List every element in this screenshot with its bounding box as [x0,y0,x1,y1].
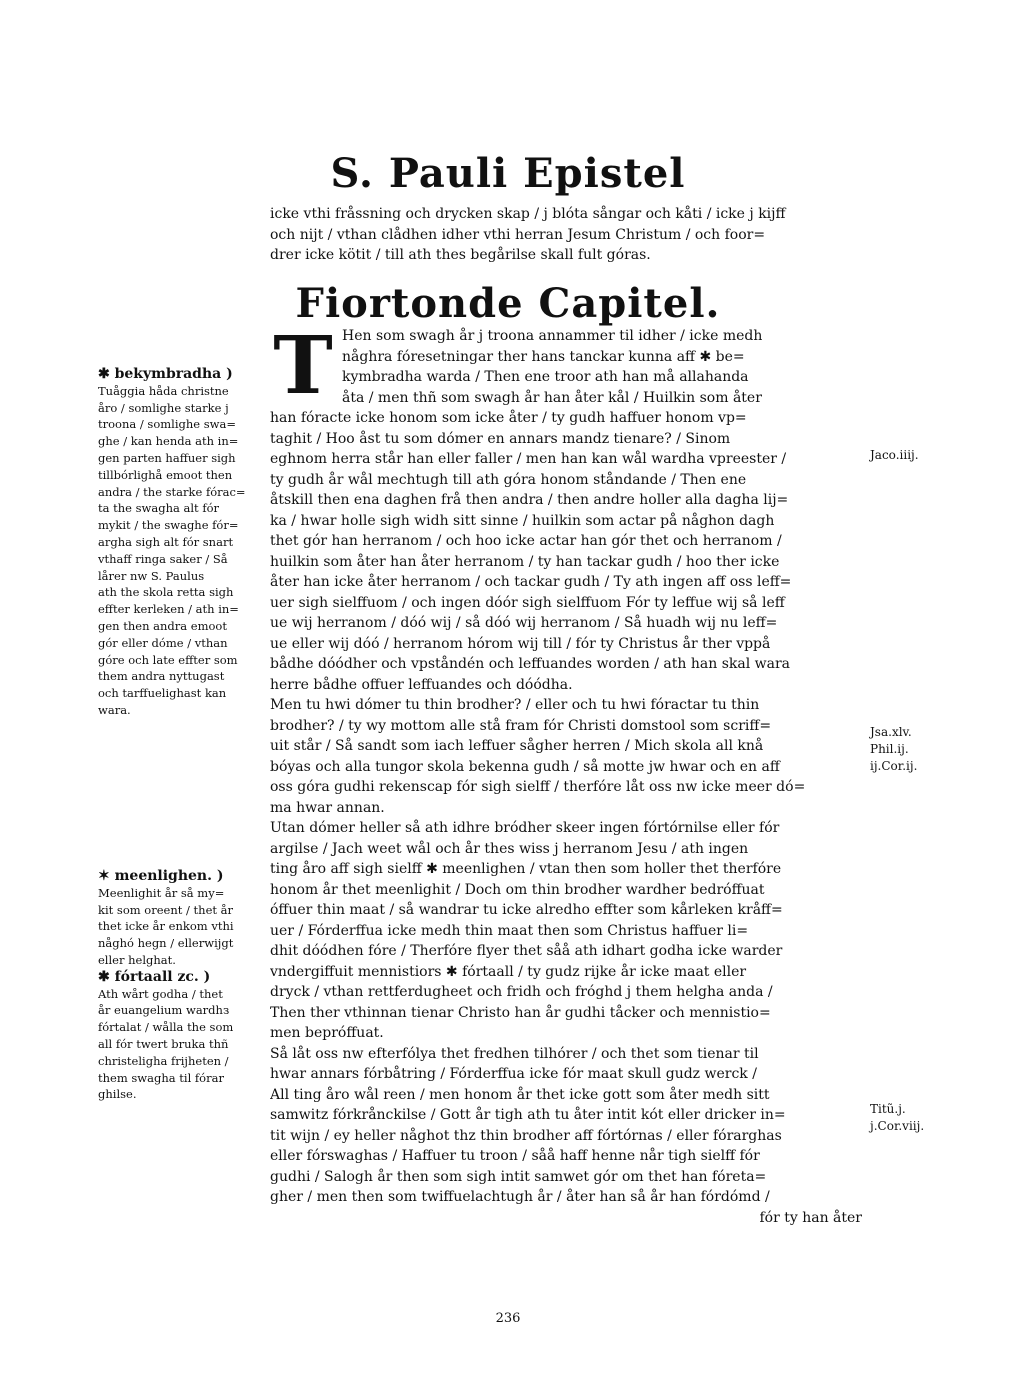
text-line: thet gór han herranom / och hoo icke actar han gór thet och herranom / [270,533,782,549]
text-line: argilse / Jach weet wål och år thes wiss j herranom Jesu / ath ingen [270,840,749,857]
margin-note-line: någhó hegn / ellerwijgt [98,936,234,951]
chapter-body [270,318,862,1228]
text-line: ty gudh år wål mechtugh till ath góra honom ståndande / Then ene [270,471,747,488]
text-line: åtskill then ena daghen frå then andra / then andre holler alla dagha lij= [270,492,789,508]
text-line: åter han icke åter herranom / och tackar gudh / Ty ath ingen aff oss leff= [270,574,792,590]
text-line: herre bådhe offuer leffuandes och dóódha. [270,676,573,693]
margin-note-line: Tuåggia håda christne [98,383,229,398]
margin-reference: Jsa.xlv. [870,725,912,739]
margin-note-head: ✱ bekymbradha ) [98,366,233,382]
margin-note-line: gór eller dóme / vthan [98,635,228,650]
margin-note-line: eller helghat. [98,952,176,967]
margin-note-line: vthaff ringa saker / Så [98,551,228,566]
text-line: han fóracte icke honom som icke åter / ty gudh haffuer honom vp= [270,410,747,426]
margin-note-line: ath the skola retta sigh [98,585,234,600]
margin-note-line: och tarffuelighast kan [98,686,227,701]
margin-reference: Jaco.iiij. [870,448,919,462]
text-line: dhit dóódhen fóre / Therfóre flyer thet såå ath idhart godha icke warder [270,943,783,959]
text-line: vndergiffuit mennistiors ✱ fórtaall / ty gudz rijke år icke maat eller [270,963,747,980]
margin-note-line: gen then andra emoot [98,618,227,633]
catchword-line: fór ty han åter [759,1209,862,1226]
margin-note-line: ghilse. [98,1087,137,1102]
text-line: Så låt oss nw efterfólya thet fredhen tilhórer / och thet som tienar til [270,1045,759,1062]
margin-note-line: kit som oreent / thet år [98,902,234,917]
margin-note-line: mykit / the swaghe fór= [98,518,239,533]
margin-note-line: ghe / kan henda ath in= [98,434,239,449]
margin-note-line: andra / the starke fórac= [98,484,246,499]
margin-note-line: Ath wårt godha / thet [98,986,223,1001]
margin-note-head: ✱ fórtaall zc. ) [98,968,211,985]
text-line: bådhe dóódher och vpståndén och leffuandes worden / ath han skal wara [270,656,791,672]
margin-note-line: gen parten haffuer sigh [98,450,236,465]
running-head: S. Pauli Epistel [330,150,686,197]
text-line: Then ther vthinnan tienar Christo han år gudhi tåcker och mennistio= [270,1004,771,1021]
margin-note-line: tillbórlighå emoot then [98,467,233,482]
text-line: Hen som swagh år j troona annammer til idher / icke medh [342,328,763,344]
margin-note-line: åro / somlighe starke j [98,400,229,415]
text-line: och nijt / vthan clådhen idher vthi herran Jesum Christum / och foor= [270,226,766,243]
text-line: taghit / Hoo åst tu som dómer en annars mandz tienare? / Sinom [270,430,731,447]
text-line: ue wij herranom / dóó wij / så dóó wij herranom / Så huadh wij nu leff= [270,615,778,631]
margin-note-line: wara. [98,702,131,717]
intro-paragraph [270,204,862,266]
text-line: men bepróffuat. [270,1025,384,1041]
text-line: hwar annars fórbåtring / Fórderffua icke fór maat skull gudz werck / [270,1066,757,1082]
margin-note-meenlighen [98,868,260,1103]
text-line: bóyas och alla tungor skola bekenna gudh / så motte jw hwar och en aff [270,758,780,775]
margin-reference: j.Cor.viij. [870,1119,925,1133]
text-line: kymbradha warda / Then ene troor ath han må allahanda [342,369,749,385]
margin-note-line: fórtalat / wålla the som [98,1020,234,1035]
text-line: gudhi / Salogh år then som sigh intit samwet gór om thet han fóreta= [270,1168,767,1185]
text-line: ue eller wij dóó / herranom hórom wij till / fór ty Christus år ther vppå [270,635,771,652]
text-line: åta / men thñ som swagh år han åter kål / Huilkin som åter [342,389,762,406]
text-line: uer sigh sielffuom / och ingen dóór sigh sielffuom Fór ty leffue wij så leff [270,594,785,611]
margin-note-line: thet icke år enkom vthi [98,919,234,934]
text-line: ting åro aff sigh sielff ✱ meenlighen / vtan then som holler thet therfóre [270,861,782,877]
text-line: oss góra gudhi rekenscap fór sigh sielff / therfóre låt oss nw icke meer dó= [270,779,806,795]
text-line: óffuer thin maat / så wandrar tu icke alredho effter som kårleken kråff= [270,902,783,918]
text-line: huilkin som åter han åter herranom / ty han tackar gudh / hoo ther icke [270,553,780,570]
margin-note-line: troona / somlighe swa= [98,417,236,432]
margin-note-line: argha sigh alt fór snart [98,534,234,549]
margin-note-head: ✶ meenlighen. ) [98,868,224,884]
margin-note-bekymbradha [98,366,260,719]
margin-note-line: christeligha frijheten / [98,1053,229,1068]
text-line: Men tu hwi dómer tu thin brodher? / eller och tu hwi fóractar tu thin [270,697,760,713]
text-line: brodher? / ty wy mottom alle stå fram fór Christi domstool som scriff= [270,717,772,734]
text-line: samwitz fórkrånckilse / Gott år tigh ath tu åter intit kót eller dricker in= [270,1107,786,1123]
text-line: All ting åro wål reen / men honom år thet icke gott som åter medh sitt [270,1086,770,1103]
text-line: eller fórswaghas / Haffuer tu troon / såå haff henne når tigh sielff fór [270,1148,760,1164]
text-line: ka / hwar holle sigh widh sitt sinne / huilkin som actar på någhon dagh [270,512,775,529]
text-line: någhra fóresetningar ther hans tanckar kunna aff ✱ be= [342,348,745,365]
chapter-title: Fiortonde Capitel. [295,280,721,327]
margin-reference: Titũ.j. [870,1102,906,1116]
margin-note-line: år euangelium wardhз [98,1003,230,1018]
page-number: 236 [495,1311,521,1326]
text-line: tit wijn / ey heller någhot thz thin brodher aff fórtórnas / eller fórarghas [270,1127,782,1144]
text-line: drer icke kötit / till ath thes begårilse skall fult góras. [270,247,651,263]
margin-note-line: them andra nyttugast [98,669,225,684]
margin-note-line: them swagha til fórar [98,1070,224,1085]
text-line: eghnom herra står han eller faller / men han kan wål wardha vpreester / [270,451,787,467]
text-line: uer / Fórderffua icke medh thin maat then som Christus haffuer li= [270,922,749,939]
margin-reference-jsa [870,724,960,775]
margin-note-line: Meenlighit år så my= [98,885,225,900]
margin-reference: ij.Cor.ij. [870,759,918,773]
margin-reference: Phil.ij. [870,742,909,756]
margin-note-line: góre och late effter som [98,652,238,667]
text-line: icke vthi fråssning och drycken skap / j blóta sångar och kåti / icke j kijff [270,206,786,222]
margin-note-line: lårer nw S. Paulus [98,568,205,583]
text-line: Utan dómer heller så ath idhre bródher skeer ingen fórtórnilse eller fór [270,820,780,836]
margin-reference-titus [870,1101,960,1135]
text-line: gher / men then som twiffuelachtugh år / åter han så år han fórdómd / [270,1189,770,1205]
margin-reference-jaco [870,447,960,464]
drop-cap: T [273,318,333,412]
text-line: ma hwar annan. [270,799,385,816]
margin-note-line: effter kerleken / ath in= [98,602,239,617]
margin-note-line: ta the swagha alt fór [98,501,219,516]
text-line: dryck / vthan rettferdugheet och fridh och fróghd j them helgha anda / [270,984,773,1000]
margin-note-line: all fór twert bruka thñ [98,1036,229,1051]
text-line: honom år thet meenlighit / Doch om thin brodher wardher bedróffuat [270,881,765,898]
text-line: uit står / Så sandt som iach leffuer sågher herren / Mich skola all knå [270,738,764,754]
